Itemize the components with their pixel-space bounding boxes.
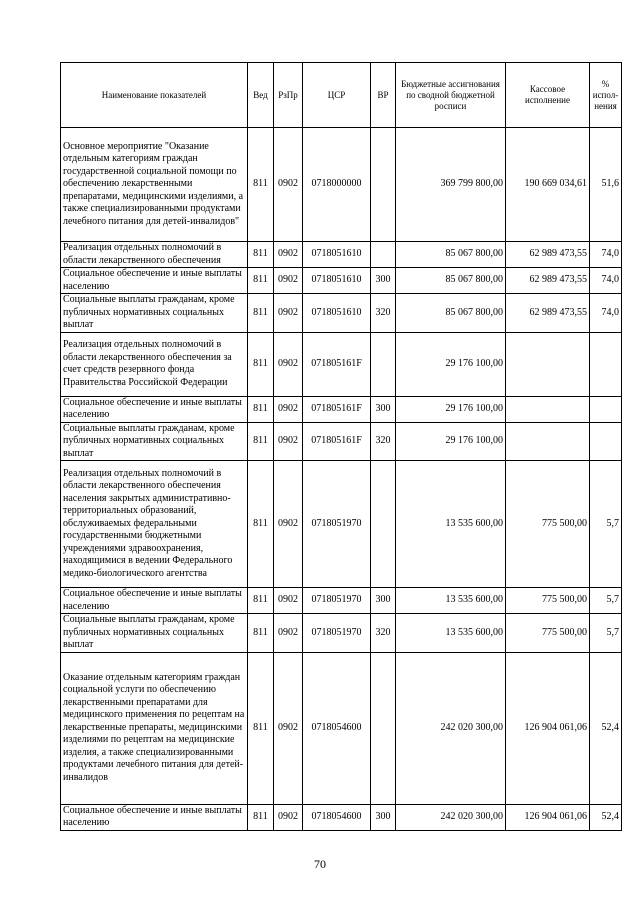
cell-name: Реализация отдельных полномочий в области лекарственного обеспечения населения закрытых административно-территориальных образований, обслуживаемых федеральными государственными бюджетными учреждениями здравоохранения, находящимися в ведении Федерального медико-биологического агентства [61, 461, 248, 588]
cell-ved: 811 [248, 332, 274, 396]
header-ved: Вед [248, 63, 274, 128]
cell-cash: 126 904 061,06 [506, 652, 590, 804]
cell-name: Реализация отдельных полномочий в области лекарственного обеспечения за счет средств резервного фонда Правительства Российской Федерации [61, 332, 248, 396]
cell-cash: 775 500,00 [506, 461, 590, 588]
table-row [61, 332, 622, 396]
cell-plan: 29 176 100,00 [396, 332, 506, 396]
table-row [61, 588, 622, 614]
cell-csr: 071805161F [303, 332, 371, 396]
cell-plan: 85 067 800,00 [396, 242, 506, 268]
table-row [61, 268, 622, 294]
cell-vr [371, 242, 396, 268]
cell-csr: 0718051970 [303, 614, 371, 653]
cell-csr: 0718051610 [303, 268, 371, 294]
cell-name: Социальные выплаты гражданам, кроме публичных нормативных социальных выплат [61, 294, 248, 333]
cell-ved: 811 [248, 242, 274, 268]
table-row [61, 804, 622, 830]
table-row [61, 128, 622, 242]
budget-execution-table [60, 62, 622, 831]
header-name: Наименование показателей [61, 63, 248, 128]
cell-ved: 811 [248, 588, 274, 614]
cell-vr: 320 [371, 294, 396, 333]
cell-pct: 5,7 [590, 588, 622, 614]
cell-vr: 300 [371, 804, 396, 830]
cell-rzpr: 0902 [274, 804, 303, 830]
header-vr: ВР [371, 63, 396, 128]
cell-vr: 300 [371, 396, 396, 422]
cell-csr: 0718051610 [303, 242, 371, 268]
cell-rzpr: 0902 [274, 332, 303, 396]
cell-ved: 811 [248, 652, 274, 804]
cell-name: Основное мероприятие "Оказание отдельным категориям граждан государственной социальной помощи по обеспечению лекарственными препаратами, медицинскими изделиями, а также специализированными продуктами лечебного питания для детей-инвалидов" [61, 128, 248, 242]
cell-ved: 811 [248, 268, 274, 294]
table-row [61, 652, 622, 804]
cell-rzpr: 0902 [274, 128, 303, 242]
cell-pct: 51,6 [590, 128, 622, 242]
header-cash: Кассовое исполнение [506, 63, 590, 128]
cell-plan: 369 799 800,00 [396, 128, 506, 242]
cell-csr: 0718051970 [303, 588, 371, 614]
cell-cash: 190 669 034,61 [506, 128, 590, 242]
cell-cash: 775 500,00 [506, 588, 590, 614]
table-row [61, 422, 622, 461]
cell-pct: 52,4 [590, 804, 622, 830]
page-number: 70 [314, 857, 326, 871]
header-csr: ЦСР [303, 63, 371, 128]
cell-ved: 811 [248, 396, 274, 422]
cell-name: Реализация отдельных полномочий в области лекарственного обеспечения [61, 242, 248, 268]
header-rzpr: РзПр [274, 63, 303, 128]
cell-pct: 52,4 [590, 652, 622, 804]
table-row [61, 396, 622, 422]
cell-cash: 775 500,00 [506, 614, 590, 653]
cell-vr [371, 128, 396, 242]
cell-csr: 071805161F [303, 422, 371, 461]
cell-name: Социальное обеспечение и иные выплаты населению [61, 804, 248, 830]
cell-name: Социальное обеспечение и иные выплаты населению [61, 588, 248, 614]
cell-pct [590, 332, 622, 396]
cell-pct [590, 396, 622, 422]
cell-vr: 300 [371, 588, 396, 614]
cell-plan: 85 067 800,00 [396, 294, 506, 333]
cell-pct: 5,7 [590, 614, 622, 653]
cell-plan: 13 535 600,00 [396, 461, 506, 588]
cell-pct: 74,0 [590, 294, 622, 333]
cell-pct [590, 422, 622, 461]
cell-rzpr: 0902 [274, 294, 303, 333]
cell-ved: 811 [248, 804, 274, 830]
table-row [61, 294, 622, 333]
cell-vr: 300 [371, 268, 396, 294]
cell-rzpr: 0902 [274, 461, 303, 588]
cell-plan: 13 535 600,00 [396, 588, 506, 614]
cell-cash: 126 904 061,06 [506, 804, 590, 830]
cell-pct: 74,0 [590, 268, 622, 294]
cell-name: Социальные выплаты гражданам, кроме публичных нормативных социальных выплат [61, 422, 248, 461]
cell-csr: 0718051970 [303, 461, 371, 588]
cell-rzpr: 0902 [274, 652, 303, 804]
cell-cash [506, 396, 590, 422]
cell-plan: 242 020 300,00 [396, 804, 506, 830]
cell-name: Социальное обеспечение и иные выплаты населению [61, 396, 248, 422]
cell-vr [371, 652, 396, 804]
cell-csr: 071805161F [303, 396, 371, 422]
header-plan: Бюджетные ассигнования по сводной бюджетной росписи [396, 63, 506, 128]
cell-rzpr: 0902 [274, 396, 303, 422]
cell-pct: 5,7 [590, 461, 622, 588]
cell-ved: 811 [248, 614, 274, 653]
cell-ved: 811 [248, 422, 274, 461]
cell-rzpr: 0902 [274, 242, 303, 268]
cell-plan: 29 176 100,00 [396, 422, 506, 461]
cell-rzpr: 0902 [274, 268, 303, 294]
table-header-row [61, 63, 622, 128]
cell-plan: 242 020 300,00 [396, 652, 506, 804]
cell-vr: 320 [371, 614, 396, 653]
cell-cash [506, 332, 590, 396]
cell-rzpr: 0902 [274, 614, 303, 653]
cell-ved: 811 [248, 294, 274, 333]
cell-csr: 0718000000 [303, 128, 371, 242]
table-body [61, 128, 622, 831]
cell-plan: 13 535 600,00 [396, 614, 506, 653]
cell-plan: 29 176 100,00 [396, 396, 506, 422]
cell-cash [506, 422, 590, 461]
cell-pct: 74,0 [590, 242, 622, 268]
cell-csr: 0718054600 [303, 652, 371, 804]
cell-vr: 320 [371, 422, 396, 461]
cell-vr [371, 461, 396, 588]
cell-ved: 811 [248, 128, 274, 242]
cell-cash: 62 989 473,55 [506, 268, 590, 294]
cell-cash: 62 989 473,55 [506, 242, 590, 268]
cell-name: Оказание отдельным категориям граждан социальной услуги по обеспечению лекарственными препаратами для медицинского применения по рецептам на лекарственные препараты, медицинскими изделиями по рецептам на медицинские изделия, а также специализированными продуктами лечебного питания для детей-инвалидов [61, 652, 248, 804]
table-row [61, 614, 622, 653]
cell-cash: 62 989 473,55 [506, 294, 590, 333]
cell-name: Социальное обеспечение и иные выплаты населению [61, 268, 248, 294]
table-row [61, 461, 622, 588]
cell-csr: 0718054600 [303, 804, 371, 830]
cell-csr: 0718051610 [303, 294, 371, 333]
table-row [61, 242, 622, 268]
cell-ved: 811 [248, 461, 274, 588]
cell-name: Социальные выплаты гражданам, кроме публичных нормативных социальных выплат [61, 614, 248, 653]
cell-plan: 85 067 800,00 [396, 268, 506, 294]
cell-rzpr: 0902 [274, 588, 303, 614]
cell-vr [371, 332, 396, 396]
cell-rzpr: 0902 [274, 422, 303, 461]
header-pct: % испол-нения [590, 63, 622, 128]
